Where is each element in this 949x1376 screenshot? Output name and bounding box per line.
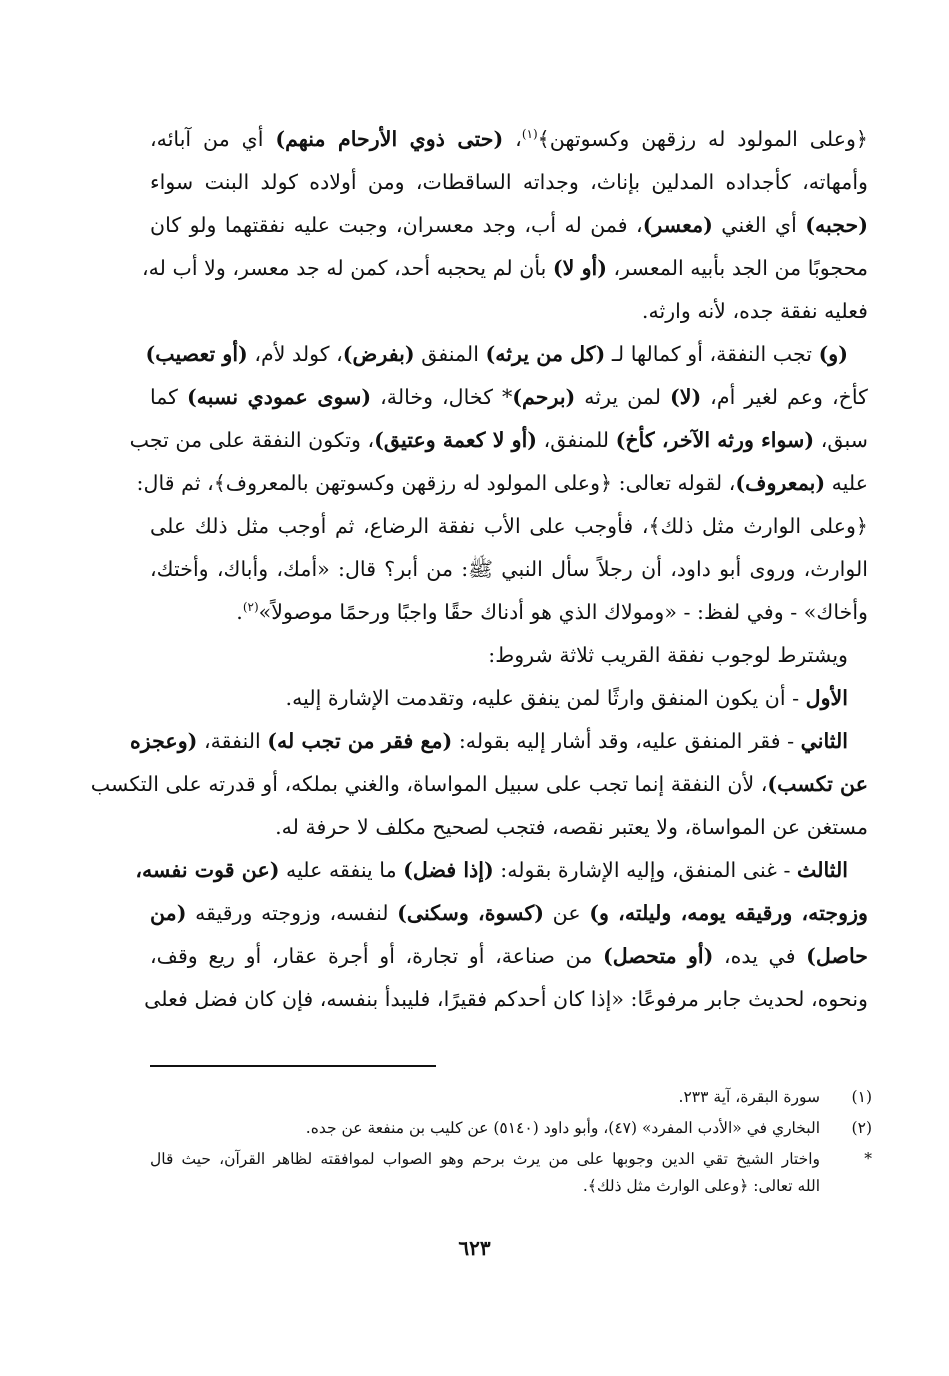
text-line xyxy=(150,591,868,634)
text-run: سبق، xyxy=(814,428,868,452)
text-line xyxy=(150,806,868,849)
text-line xyxy=(150,677,868,720)
text-run: وأخاك» - وفي لفظ: - «ومولاك الذي هو أدناك حقًا واجبًا ورحمًا موصولاً» xyxy=(258,600,868,624)
bold-run: الأول xyxy=(805,686,848,710)
bold-run: (لا) xyxy=(669,385,702,409)
text-line xyxy=(135,849,868,892)
text-run: أي من آبائه، xyxy=(150,127,276,151)
text-run: ونحوه، لحديث جابر مرفوعًا: «إذا كان أحدكم فقيرًا، فليبدأ بنفسه، فإن كان فضل فعلى xyxy=(144,987,868,1011)
text-run: كأخ، وعم لغير أم، xyxy=(701,385,868,409)
text-line xyxy=(150,892,868,935)
footnote-mark: * xyxy=(864,1150,872,1168)
footnote-text: البخاري في «الأدب المفرد» (٤٧)، وأبو داود (٥١٤٠) عن كليب بن منفعة عن جده. xyxy=(305,1119,820,1137)
bold-run: (عن قوت نفسه، xyxy=(135,858,280,882)
text-run: الوارث، وروى أبو داود، أن رجلاً سأل النبي ﷺ: من أبر؟ قال: «أمك، وأباك، وأختك، xyxy=(150,557,868,581)
text-run: كما xyxy=(150,385,187,409)
page-number: ٦٢٣ xyxy=(458,1236,491,1260)
bold-run: (معسر) xyxy=(642,213,713,237)
text-run: فعليه نفقة جده، لأنه وارثه. xyxy=(641,299,868,323)
text-run: النفقة، xyxy=(197,729,268,753)
bold-run: (برحم) xyxy=(512,385,576,409)
text-run: لمن يرثه xyxy=(575,385,670,409)
text-run: . xyxy=(236,600,243,624)
bold-run: (وعجزه xyxy=(129,729,198,753)
footnote-ref: (١) xyxy=(521,127,538,142)
bold-run: (من xyxy=(150,901,187,925)
bold-run: وزوجته، ورقيقه يومه، وليلته، و) xyxy=(589,901,869,925)
text-run: - فقر المنفق عليه، وقد أشار إليه بقوله: xyxy=(452,729,801,753)
text-run: - غنى المنفق، وإليه الإشارة بقوله: xyxy=(493,858,798,882)
text-run: ما ينفقه عليه xyxy=(279,858,404,882)
bold-run: (كل من يرثه) xyxy=(485,342,606,366)
bold-run: (سواء ورثه الآخر، كأخ) xyxy=(615,428,815,452)
text-line xyxy=(150,290,868,333)
text-line xyxy=(144,978,868,1021)
text-line xyxy=(129,720,868,763)
bold-run: (أو لا) xyxy=(552,256,607,280)
bold-run: (كسوة، وسكنى) xyxy=(397,901,545,925)
text-run: ، وتكون النفقة على من تجب xyxy=(129,428,375,452)
footnote xyxy=(150,1082,872,1113)
footnote xyxy=(150,1144,872,1175)
text-run: ، فمن له أب، وجد معسران، وجبت عليه نفقتهما ولو كان xyxy=(150,213,643,237)
text-run: - أن يكون المنفق وارثًا لمن ينفق عليه، وتقدمت الإشارة إليه. xyxy=(285,686,806,710)
text-run: للمنفق، xyxy=(537,428,616,452)
text-run: ﴿وعلى المولود له رزقهن وكسوتهن﴾ xyxy=(537,127,868,151)
text-run: ويشترط لوجوب نفقة القريب ثلاثة شروط: xyxy=(488,643,848,667)
text-run: ، لقوله تعالى: ﴿وعلى المولود له رزقهن وكسوتهن بالمعروف﴾، ثم قال: xyxy=(136,471,736,495)
footnote-mark: (١) xyxy=(851,1088,872,1106)
bold-run: (أو متحصل) xyxy=(602,944,714,968)
text-run: لنفسه، وزوجته ورقيقه xyxy=(186,901,398,925)
text-line xyxy=(145,333,868,376)
text-line xyxy=(150,118,868,161)
text-run: عليه xyxy=(825,471,868,495)
main-text xyxy=(90,118,869,1021)
footnote-mark: (٢) xyxy=(851,1119,872,1137)
bold-run: (أو لا كعمة وعتيق) xyxy=(374,428,538,452)
bold-run: الثاني xyxy=(800,729,848,753)
bold-run: عن تكسب) xyxy=(767,772,868,796)
text-line xyxy=(150,161,868,204)
text-run: محجوبًا من الجد بأبيه المعسر، xyxy=(606,256,868,280)
bold-run: الثالث xyxy=(797,858,848,882)
bold-run: (إذا فضل) xyxy=(403,858,494,882)
bold-run: (مع فقر من تجب له) xyxy=(267,729,453,753)
text-run: أي الغني xyxy=(712,213,806,237)
text-run: مستغن عن المواساة، ولا يعتبر نقصه، فتجب لصحيح مكلف لا حرفة له. xyxy=(275,815,868,839)
text-run: وأمهاته، كأجداده المدلين بإناث، وجداته الساقطات، ومن أولاده كولد البنت سواء xyxy=(150,170,868,194)
footnote xyxy=(150,1113,872,1144)
footnote-text: الله تعالى: ﴿وعلى الوارث مثل ذلك﴾. xyxy=(582,1177,820,1195)
text-line xyxy=(150,505,868,548)
bold-run: (حتى ذوي الأرحام منهم) xyxy=(275,127,504,151)
text-run: ﴿وعلى الوارث مثل ذلك﴾، فأوجب على الأب نفقة الرضاع، ثم أوجب مثل ذلك على xyxy=(150,514,868,538)
text-run: من صناعة، أو تجارة، أو أجرة عقار، أو ريع وقف، xyxy=(150,944,603,968)
text-run: عن xyxy=(544,901,590,925)
text-line xyxy=(150,204,868,247)
bold-run: حاصل) xyxy=(806,944,868,968)
bold-run: (أو تعصيب) xyxy=(145,342,248,366)
text-line xyxy=(150,548,868,591)
text-run: المنفق xyxy=(414,342,486,366)
footnote-text: واختار الشيخ تقي الدين وجوبها على من يرث برحم وهو الصواب لموافقته لظاهر القرآن، حيث قال xyxy=(150,1150,820,1168)
footnote-ref: (٢) xyxy=(242,600,259,615)
text-run: * كخال، وخالة، xyxy=(371,385,513,409)
text-line xyxy=(90,763,868,806)
bold-run: (حجبه) xyxy=(805,213,868,237)
text-line xyxy=(141,247,868,290)
bold-run: (و) xyxy=(818,342,848,366)
footnote-separator xyxy=(150,1065,436,1067)
text-run: ، كولد لأم، xyxy=(247,342,343,366)
footnotes xyxy=(150,1082,872,1197)
bold-run: (بمعروف) xyxy=(735,471,826,495)
footnote-text: سورة البقرة، آية ٢٣٣. xyxy=(678,1088,820,1106)
bold-run: (سوى عمودي نسبه) xyxy=(186,385,372,409)
footnote xyxy=(150,1175,872,1197)
text-line xyxy=(129,419,868,462)
text-run: بأن لم يحجبه أحد، كمن له جد معسر، ولا أب له، xyxy=(141,256,553,280)
text-line xyxy=(150,376,868,419)
text-run: ، xyxy=(503,127,522,151)
text-line xyxy=(150,634,868,677)
text-line xyxy=(150,935,868,978)
text-line xyxy=(136,462,868,505)
text-run: ، لأن النفقة إنما تجب على سبيل المواساة، والغني بملكه، أو قدرته على التكسب xyxy=(90,772,768,796)
bold-run: (بفرض) xyxy=(342,342,415,366)
text-run: تجب النفقة، أو كمالها لـ xyxy=(605,342,819,366)
text-run: في يده، xyxy=(713,944,807,968)
